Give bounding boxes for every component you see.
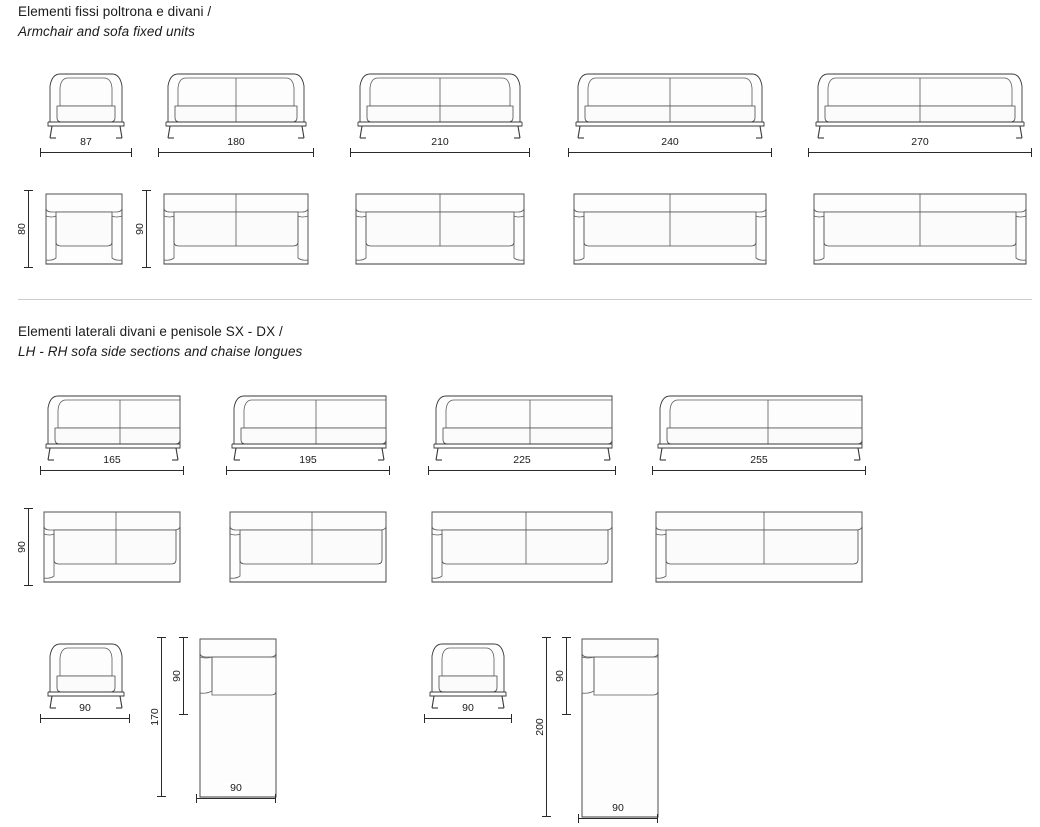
section2-title-it: Elementi laterali divani e penisole SX - DX / [18, 324, 283, 339]
section-divider [18, 299, 1032, 300]
plan-view-armchair-87 [44, 190, 128, 268]
front-view-side-255 [654, 392, 864, 462]
front-view-side-225 [430, 392, 614, 462]
dim-chaise2-front-90: 90 [424, 718, 512, 719]
front-view-sofa-180 [162, 70, 310, 142]
section-title-fixed-units [18, 2, 211, 42]
dim-front-270: 270 [808, 152, 1032, 153]
dim-front-240: 240 [568, 152, 772, 153]
dim-chaise1-length-170: 170 [161, 637, 162, 797]
section-title-side-sections [18, 322, 302, 362]
plan-view-chaise-1 [198, 637, 278, 799]
plan-view-side-255 [654, 508, 864, 586]
plan-view-chaise-2 [580, 637, 660, 819]
dim-depth-90-side: 90 [28, 508, 29, 586]
plan-view-sofa-270 [812, 190, 1028, 268]
dim-chaise1-depth-90: 90 [183, 637, 184, 715]
section2-title-en: LH - RH sofa side sections and chaise longues [18, 344, 303, 359]
dim-front-225: 225 [428, 470, 616, 471]
front-view-sofa-240 [572, 70, 768, 142]
front-view-side-195 [228, 392, 388, 462]
dim-chaise1-width-90: 90 [196, 798, 276, 799]
dim-chaise2-width-90: 90 [578, 818, 658, 819]
dim-chaise1-front-90: 90 [40, 718, 130, 719]
dim-front-165: 165 [40, 470, 184, 471]
plan-view-side-195 [228, 508, 388, 586]
dim-depth-90-fixed: 90 [146, 190, 147, 268]
plan-view-side-165 [42, 508, 182, 586]
dim-depth-80: 80 [28, 190, 29, 268]
plan-view-sofa-180 [162, 190, 310, 268]
front-view-armchair-87 [44, 70, 128, 142]
plan-view-sofa-240 [572, 190, 768, 268]
plan-view-side-225 [430, 508, 614, 586]
front-view-sofa-270 [812, 70, 1028, 142]
section-title-en: Armchair and sofa fixed units [18, 24, 195, 39]
front-view-sofa-210 [354, 70, 526, 142]
dim-chaise2-length-200: 200 [546, 637, 547, 817]
dim-front-195: 195 [226, 470, 390, 471]
section-title-it: Elementi fissi poltrona e divani / [18, 4, 212, 19]
dim-front-180: 180 [158, 152, 314, 153]
plan-view-sofa-210 [354, 190, 526, 268]
dim-front-210: 210 [350, 152, 530, 153]
dim-front-255: 255 [652, 470, 866, 471]
front-view-side-165 [42, 392, 182, 462]
dim-chaise2-depth-90: 90 [566, 637, 567, 715]
dim-front-87: 87 [40, 152, 132, 153]
